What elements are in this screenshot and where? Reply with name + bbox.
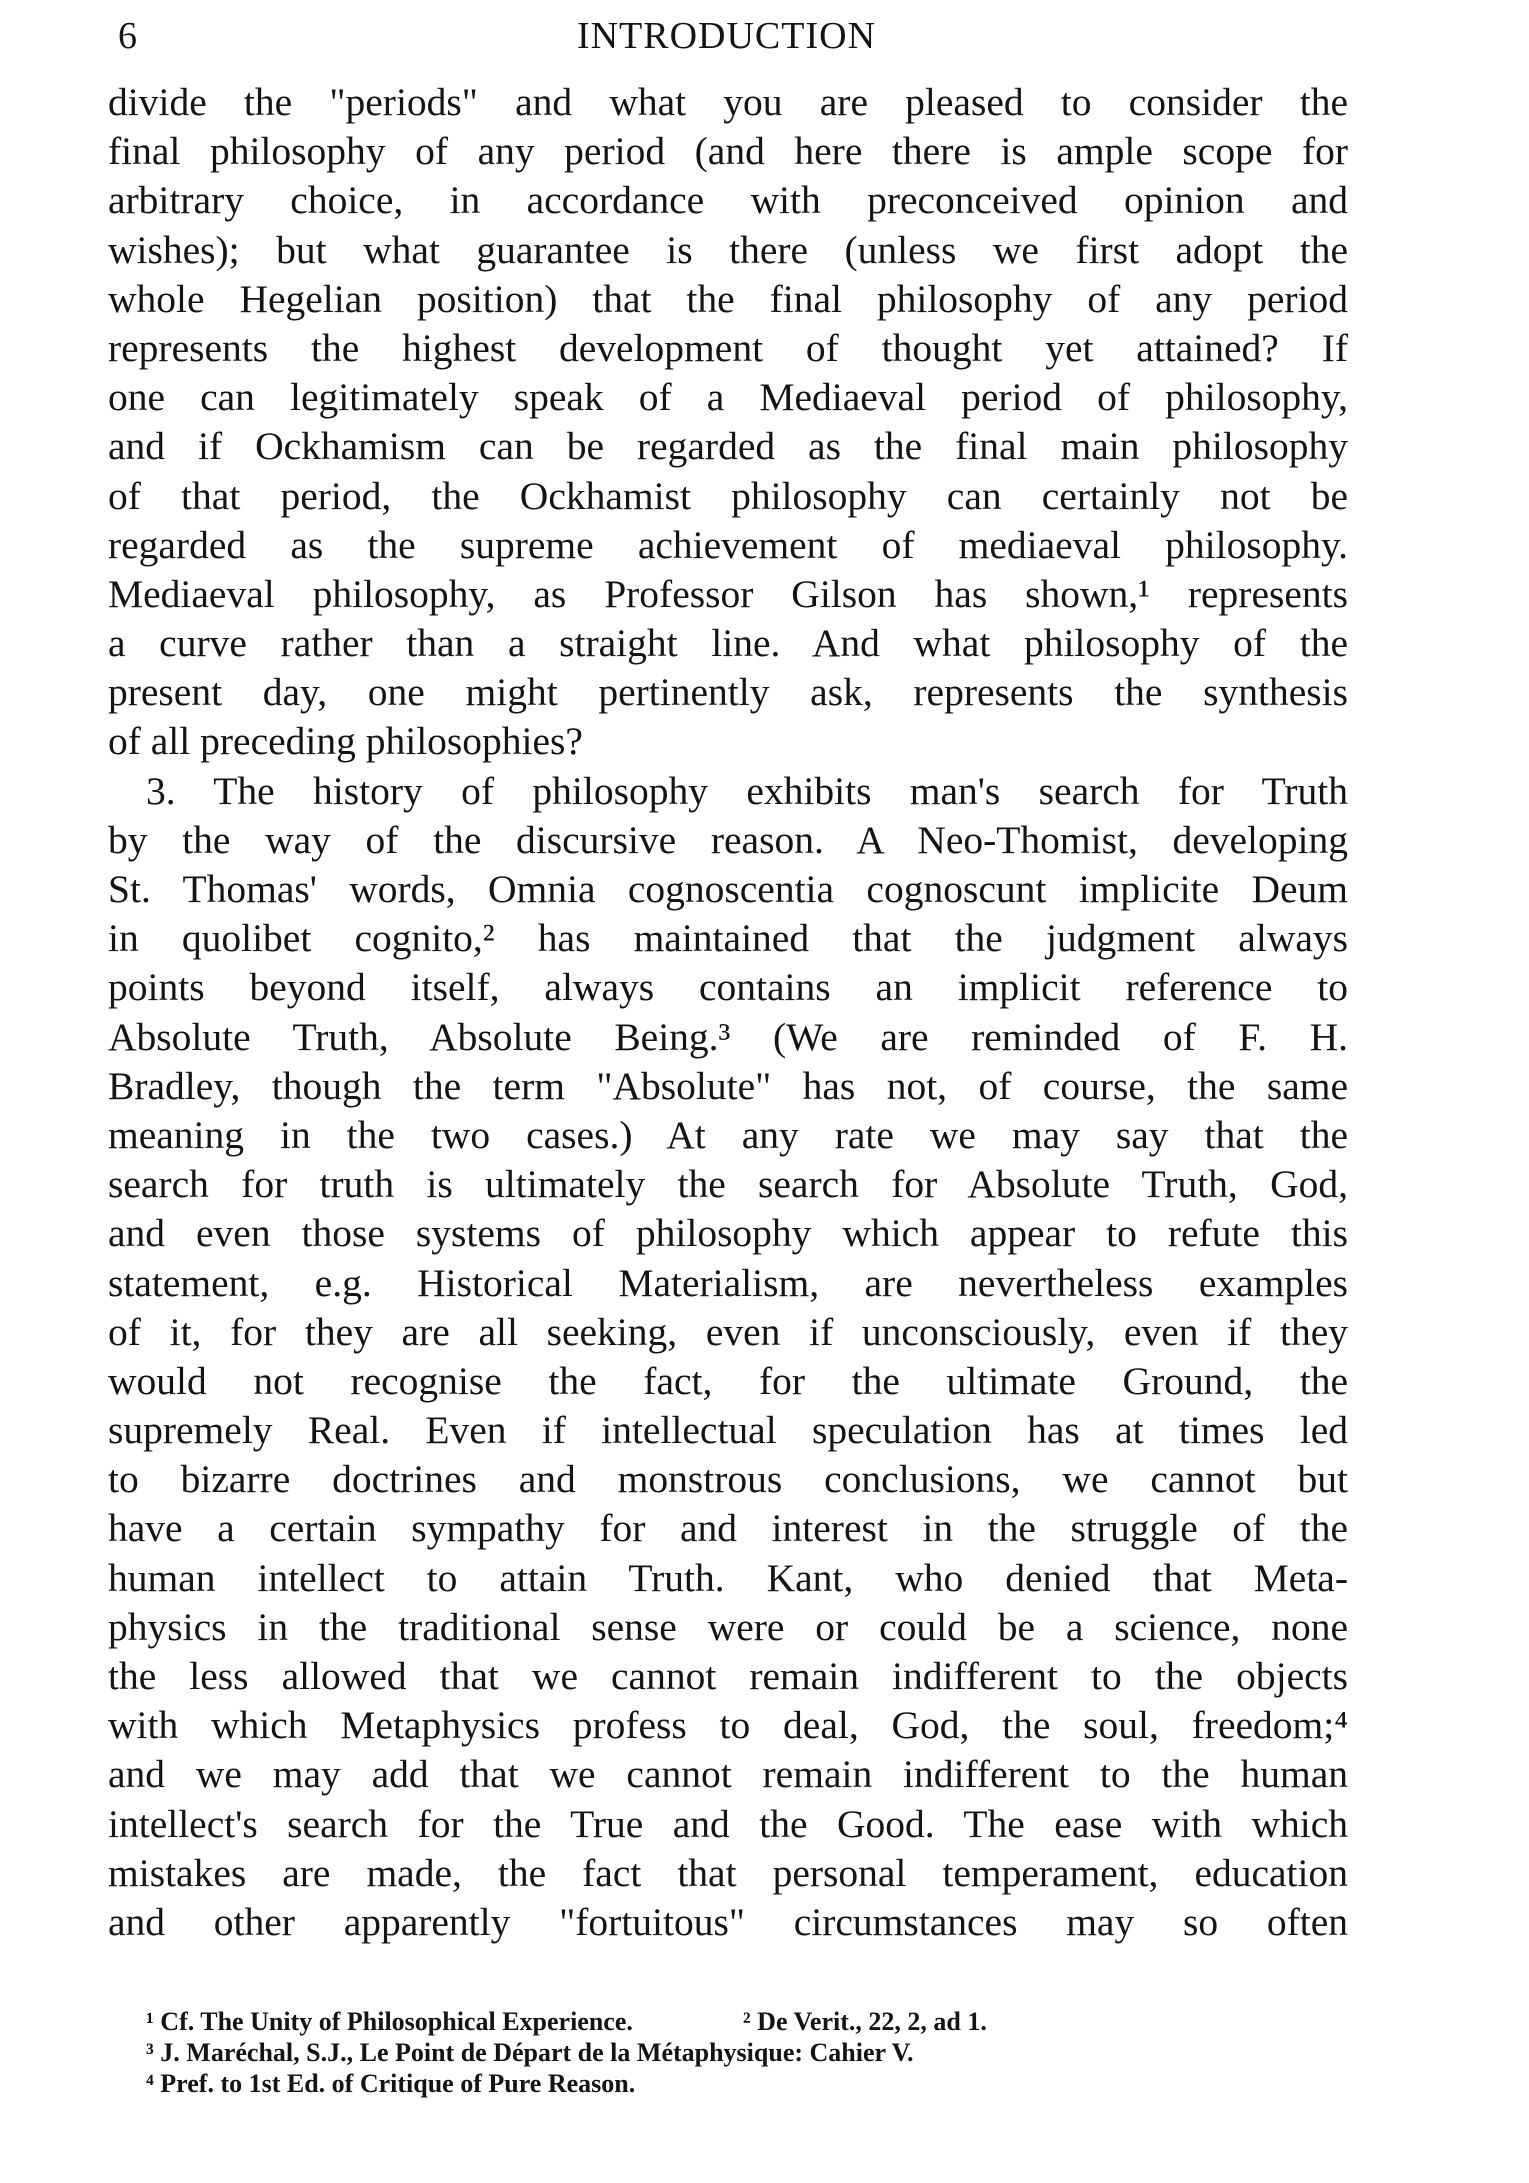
text-line: with which Metaphysics profess to deal, God, the soul, freedom;⁴ (108, 1703, 1348, 1748)
text-line: meaning in the two cases.) At any rate we may say that the (108, 1112, 1348, 1157)
text-line: the less allowed that we cannot remain indifferent to the objects (108, 1654, 1348, 1698)
footnote-3: ³ J. Maréchal, S.J., Le Point de Départ de la Métaphysique: Cahier V. (146, 2038, 914, 2067)
text-line: and we may add that we cannot remain indifferent to the human (108, 1752, 1348, 1797)
running-head: INTRODUCTION (576, 15, 877, 57)
text-line: have a certain sympathy for and interest in the struggle of the (108, 1506, 1348, 1551)
footnotes (146, 2006, 1306, 2099)
text-line: St. Thomas' words, Omnia cognoscentia cognoscunt implicite Deum (108, 867, 1348, 911)
text-line: Absolute Truth, Absolute Being.³ (We are reminded of F. H. (108, 1014, 1348, 1059)
text-line: of all preceding philosophies? (108, 719, 583, 764)
text-line: regarded as the supreme achievement of mediaeval philosophy. (108, 522, 1348, 567)
text-line: statement, e.g. Historical Materialism, are nevertheless examples (108, 1260, 1348, 1305)
text-line: and even those systems of philosophy which appear to refute this (108, 1211, 1348, 1256)
text-line: present day, one might pertinently ask, represents the synthesis (108, 670, 1348, 715)
text-line: final philosophy of any period (and here there is ample scope for (108, 129, 1348, 174)
text-line: intellect's search for the True and the Good. The ease with which (108, 1801, 1348, 1846)
page-header (114, 6, 1339, 66)
text-line: and if Ockhamism can be regarded as the final main philosophy (108, 424, 1348, 469)
text-line: search for truth is ultimately the search for Absolute Truth, God, (108, 1162, 1348, 1207)
text-line: represents the highest development of thought yet attained? If (108, 325, 1348, 370)
text-line: would not recognise the fact, for the ultimate Ground, the (108, 1358, 1348, 1403)
text-line: divide the "periods" and what you are pleased to consider the (108, 80, 1348, 124)
text-line: Mediaeval philosophy, as Professor Gilson has shown,¹ represents (108, 571, 1348, 616)
footnote-row (146, 2006, 1306, 2037)
text-line: human intellect to attain Truth. Kant, who denied that Meta- (108, 1555, 1348, 1600)
text-line: of that period, the Ockhamist philosophy can certainly not be (108, 473, 1348, 518)
page-number: 6 (118, 15, 137, 57)
text-line: supremely Real. Even if intellectual speculation has at times led (108, 1408, 1348, 1453)
text-line: mistakes are made, the fact that personal temperament, education (108, 1850, 1348, 1895)
text-line: by the way of the discursive reason. A Neo-Thomist, developing (108, 817, 1348, 862)
body-text (108, 78, 1348, 1947)
footnote-2: ² De Verit., 22, 2, ad 1. (742, 2007, 987, 2036)
text-line: in quolibet cognito,² has maintained that the judgment always (108, 916, 1348, 961)
text-line: of it, for they are all seeking, even if unconsciously, even if they (108, 1309, 1348, 1354)
text-line: points beyond itself, always contains an implicit reference to (108, 965, 1348, 1010)
text-line: a curve rather than a straight line. And what philosophy of the (108, 621, 1348, 666)
footnote-4: ⁴ Pref. to 1st Ed. of Critique of Pure Reason. (146, 2069, 636, 2098)
text-line: 3. The history of philosophy exhibits man's search for Truth (146, 768, 1348, 813)
text-line: and other apparently "fortuitous" circumstances may so often (108, 1899, 1348, 1944)
text-line: wishes); but what guarantee is there (unless we first adopt the (108, 227, 1348, 272)
text-line: arbitrary choice, in accordance with preconceived opinion and (108, 178, 1348, 223)
text-line: to bizarre doctrines and monstrous conclusions, we cannot but (108, 1457, 1348, 1502)
text-line: Bradley, though the term "Absolute" has not, of course, the same (108, 1063, 1348, 1108)
footnote-1: ¹ Cf. The Unity of Philosophical Experience. (146, 2007, 633, 2036)
text-line: one can legitimately speak of a Mediaeval period of philosophy, (108, 375, 1348, 420)
text-line: whole Hegelian position) that the final philosophy of any period (108, 276, 1348, 321)
text-line: physics in the traditional sense were or could be a science, none (108, 1604, 1348, 1649)
